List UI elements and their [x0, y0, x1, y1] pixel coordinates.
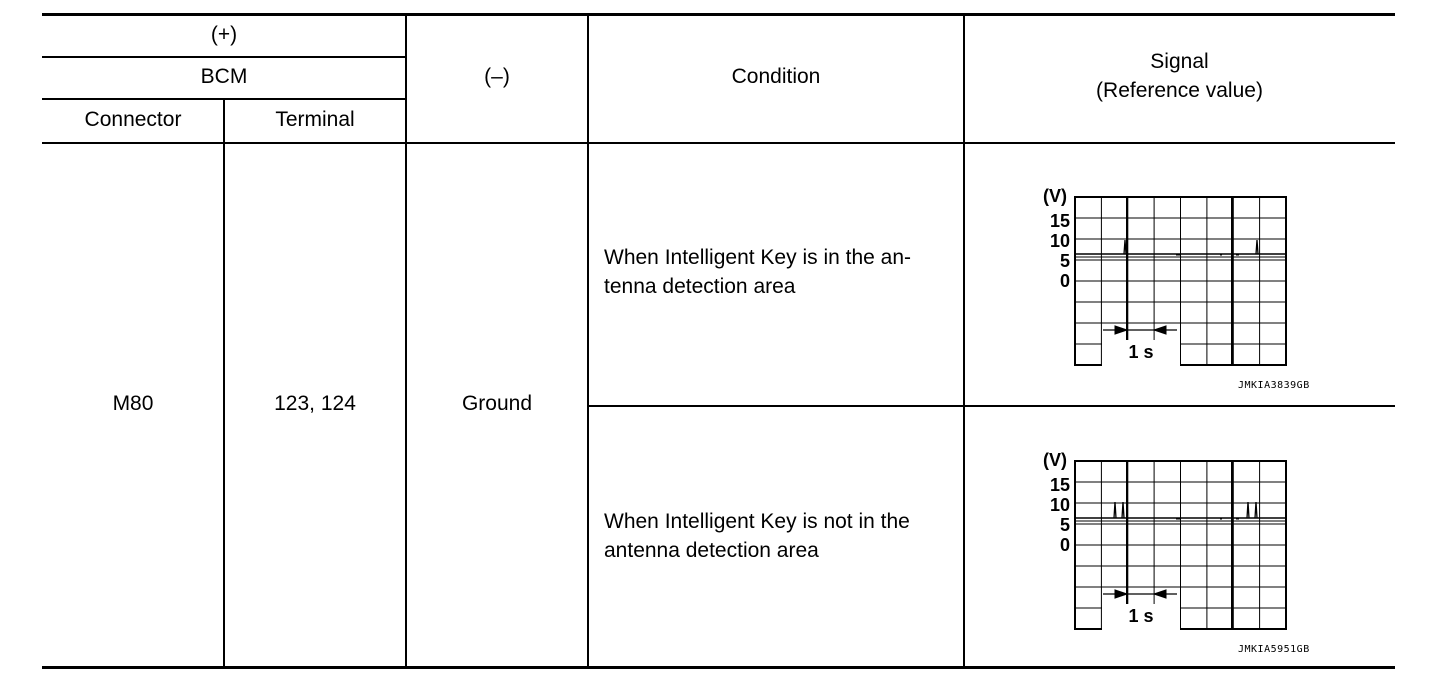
scope-time-label: 1 s — [1128, 342, 1154, 362]
cell-connector: M80 — [112, 392, 154, 415]
scope-unit: (V) — [1043, 186, 1067, 206]
scope-unit: (V) — [1043, 450, 1067, 470]
figure-code-1: JMKIA3839GB — [1238, 380, 1310, 391]
scope-grid — [1075, 197, 1286, 365]
header-plus: (+) — [210, 23, 238, 46]
scope-time-label: 1 s — [1128, 606, 1154, 626]
condition-in-area-line1: When Intelligent Key is in the an- — [604, 246, 912, 269]
scope-grid — [1075, 461, 1286, 629]
condition-in-area — [604, 243, 954, 301]
signal-scope-not-in-area — [1030, 444, 1310, 639]
scope-tick-0: 0 — [1059, 271, 1070, 291]
condition-not-in-area-line1: When Intelligent Key is not in the — [604, 510, 910, 533]
table-bottom-rule — [42, 666, 1395, 669]
scope-tick-10: 10 — [1049, 495, 1070, 515]
header-signal-line1: Signal — [1150, 50, 1209, 73]
col-divider-condition — [963, 15, 965, 667]
condition-in-area-line2: tenna detection area — [604, 275, 796, 298]
header-rule-plus — [42, 56, 406, 58]
scope-tick-10: 10 — [1049, 231, 1070, 251]
header-minus: (–) — [484, 65, 510, 88]
scope-tick-0: 0 — [1059, 535, 1070, 555]
scope-tick-5: 5 — [1059, 251, 1070, 271]
scope-tick-15: 15 — [1049, 211, 1070, 231]
figure-code-2: JMKIA5951GB — [1238, 644, 1310, 655]
header-signal-line2: (Reference value) — [1096, 79, 1263, 102]
header-bottom-rule — [42, 142, 1395, 144]
header-terminal: Terminal — [275, 108, 355, 131]
header-connector: Connector — [84, 108, 182, 131]
row-divider-rule — [588, 405, 1395, 407]
scope-tick-5: 5 — [1059, 515, 1070, 535]
table-top-rule — [42, 13, 1395, 16]
col-divider-minus — [587, 15, 589, 667]
condition-not-in-area — [604, 507, 954, 565]
header-condition: Condition — [731, 65, 821, 88]
col-divider-connector — [223, 99, 225, 667]
cell-minus: Ground — [461, 392, 533, 415]
header-bcm: BCM — [200, 65, 248, 88]
scope-tick-15: 15 — [1049, 475, 1070, 495]
cell-terminal: 123, 124 — [274, 392, 356, 415]
condition-not-in-area-line2: antenna detection area — [604, 539, 819, 562]
signal-scope-in-area — [1030, 180, 1310, 375]
